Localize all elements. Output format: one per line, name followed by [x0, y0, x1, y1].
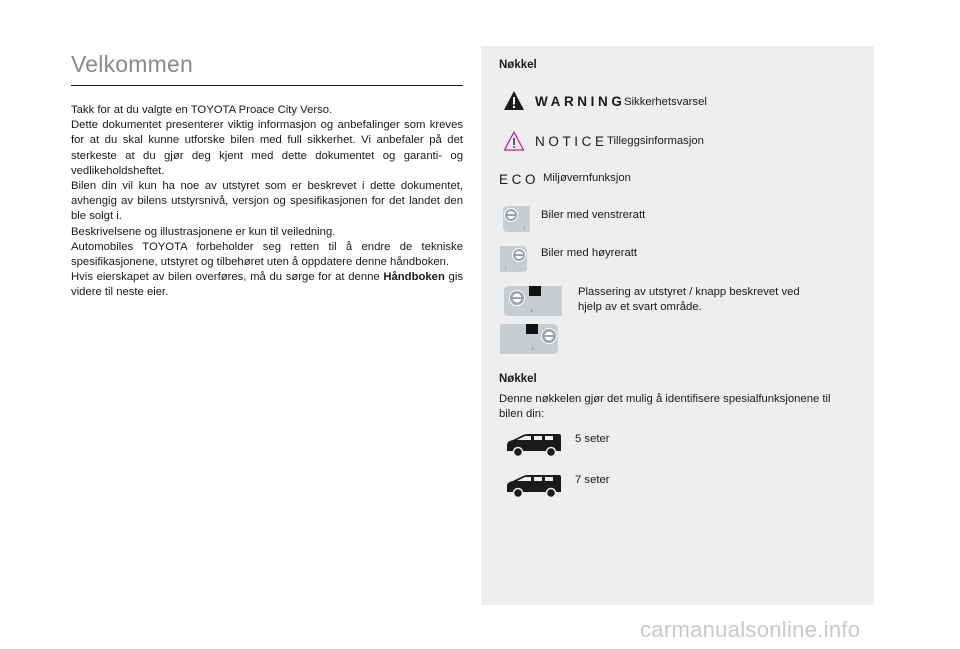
key2-intro-line2: bilen din:: [499, 408, 545, 420]
paragraph: Bilen din vil kun ha noe av utstyret som er beskrevet i dette dokumentet, avhengig av bilens utstyrsnivå, versjon og spesifikasjonen for det landet den ble solgt i.: [71, 180, 463, 223]
location-lhd-icon: [500, 284, 562, 316]
eco-description: Miljøvernfunksjon: [543, 172, 631, 184]
title-divider: [71, 85, 463, 86]
key-heading: Nøkkel: [499, 59, 537, 71]
paragraph: Dette dokumentet presenterer viktig informasjon og anbefalinger som kreves for at du skal kunne utforske bilen med full sikkerhet. Vi anbefaler på det sterkeste at du gjør deg kjent med dette dokumentet og garanti- og vedlikeholdsheftet.: [71, 119, 463, 177]
welcome-text: [71, 103, 463, 301]
svg-text:↓: ↓: [530, 307, 534, 314]
paragraph: Takk for at du valgte en TOYOTA Proace City Verso.: [71, 104, 333, 116]
rhd-description: Biler med høyreratt: [541, 247, 638, 259]
van-7-seats-icon: [505, 472, 563, 500]
warning-description: Sikkerhetsvarsel: [624, 96, 707, 108]
location-rhd-icon: [500, 322, 562, 354]
paragraph: [71, 270, 463, 300]
svg-text:↓: ↓: [523, 225, 526, 231]
right-hand-drive-icon: [500, 244, 530, 272]
warning-wordmark: WARNING: [535, 94, 626, 109]
notice-triangle-icon: [503, 130, 525, 152]
notice-wordmark: NOTICE: [535, 134, 608, 149]
key2-heading: Nøkkel: [499, 373, 537, 385]
page-title: Velkommen: [71, 51, 193, 77]
handbook-bold: Håndboken: [383, 271, 445, 284]
left-hand-drive-icon: [500, 204, 530, 232]
lhd-description: Biler med venstreratt: [541, 209, 646, 221]
svg-text:↓: ↓: [531, 345, 535, 352]
watermark-footer[interactable]: carmanualsonline.info: [640, 617, 861, 642]
svg-text:↓: ↓: [504, 265, 507, 271]
key-panel: [481, 46, 874, 605]
paragraph: Automobiles TOYOTA forbeholder seg retten til å endre de tekniske spesifikasjonene, utstyret og tilbehøret uten å oppdatere denne håndboken.: [71, 240, 463, 269]
key2-intro-line1: Denne nøkkelen gjør det mulig å identifisere spesialfunksjonene til: [499, 393, 831, 405]
paragraph-text: gis videre til neste eier.: [71, 271, 463, 299]
paragraph: Beskrivelsene og illustrasjonene er kun til veiledning.: [71, 225, 336, 238]
van-5-seats-icon: [505, 431, 563, 459]
notice-description: Tilleggsinformasjon: [607, 135, 704, 147]
paragraph-text: Hvis eierskapet av bilen overføres, må du sørge for at denne: [71, 271, 384, 284]
warning-triangle-icon: [503, 90, 525, 112]
seats-5-label: 5 seter: [575, 433, 610, 445]
location-description-line1: Plassering av utstyret / knapp beskrevet ved: [578, 286, 800, 298]
eco-wordmark: ECO: [499, 172, 540, 187]
welcome-section: [71, 50, 463, 301]
seats-7-label: 7 seter: [575, 474, 610, 486]
location-description-line2: hjelp av et svart område.: [578, 301, 702, 313]
